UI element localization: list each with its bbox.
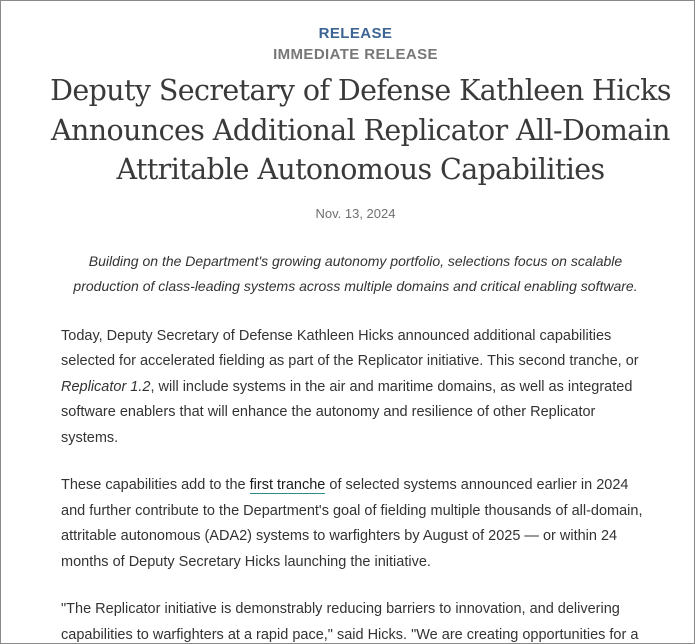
first-tranche-link[interactable]: first tranche bbox=[249, 477, 326, 493]
body-paragraph-3: "The Replicator initiative is demonstrably reducing barriers to innovation, and delivering capabilities to warfighters at a rapid pace," said Hicks. "We are creating opportunities for a bbox=[61, 601, 639, 643]
release-label: RELEASE bbox=[318, 25, 393, 42]
paragraph-1-text-end: , will include systems in the air and maritime domains, as well as integrated software enablers that will enhance the autonomy and resilience of other Replicator systems. bbox=[61, 378, 633, 446]
publish-date: Nov. 13, 2024 bbox=[315, 205, 396, 221]
article-title: Deputy Secretary of Defense Kathleen Hicks Announces Additional Replicator All-Domain Attritable Autonomous Capabilities bbox=[50, 74, 671, 186]
replicator-1-2-emphasis: Replicator 1.2 bbox=[61, 378, 151, 395]
body-paragraph-2 bbox=[61, 473, 650, 575]
paragraph-2-text-end: of selected systems announced earlier in 2024 and further contribute to the Department's goal of fielding multiple thousands of all-domain, attritable autonomous (ADA2) systems to warfighters by August of 2025 — or within 24 months of Deputy Secretary Hicks launching the initiative. bbox=[61, 477, 643, 570]
immediate-release-label: IMMEDIATE RELEASE bbox=[273, 46, 438, 63]
article-content bbox=[1, 23, 694, 644]
body-paragraph-1 bbox=[61, 324, 650, 452]
article-subtitle: Building on the Department's growing autonomy portfolio, selections focus on scalable production of class-leading systems across multiple domains and critical enabling software. bbox=[73, 252, 638, 294]
paragraph-1-text-start: Today, Deputy Secretary of Defense Kathleen Hicks announced additional capabilities selected for accelerated fielding as part of the Replicator initiative. This second tranche, or bbox=[61, 327, 639, 369]
paragraph-2-text-start: These capabilities add to the bbox=[61, 477, 250, 493]
